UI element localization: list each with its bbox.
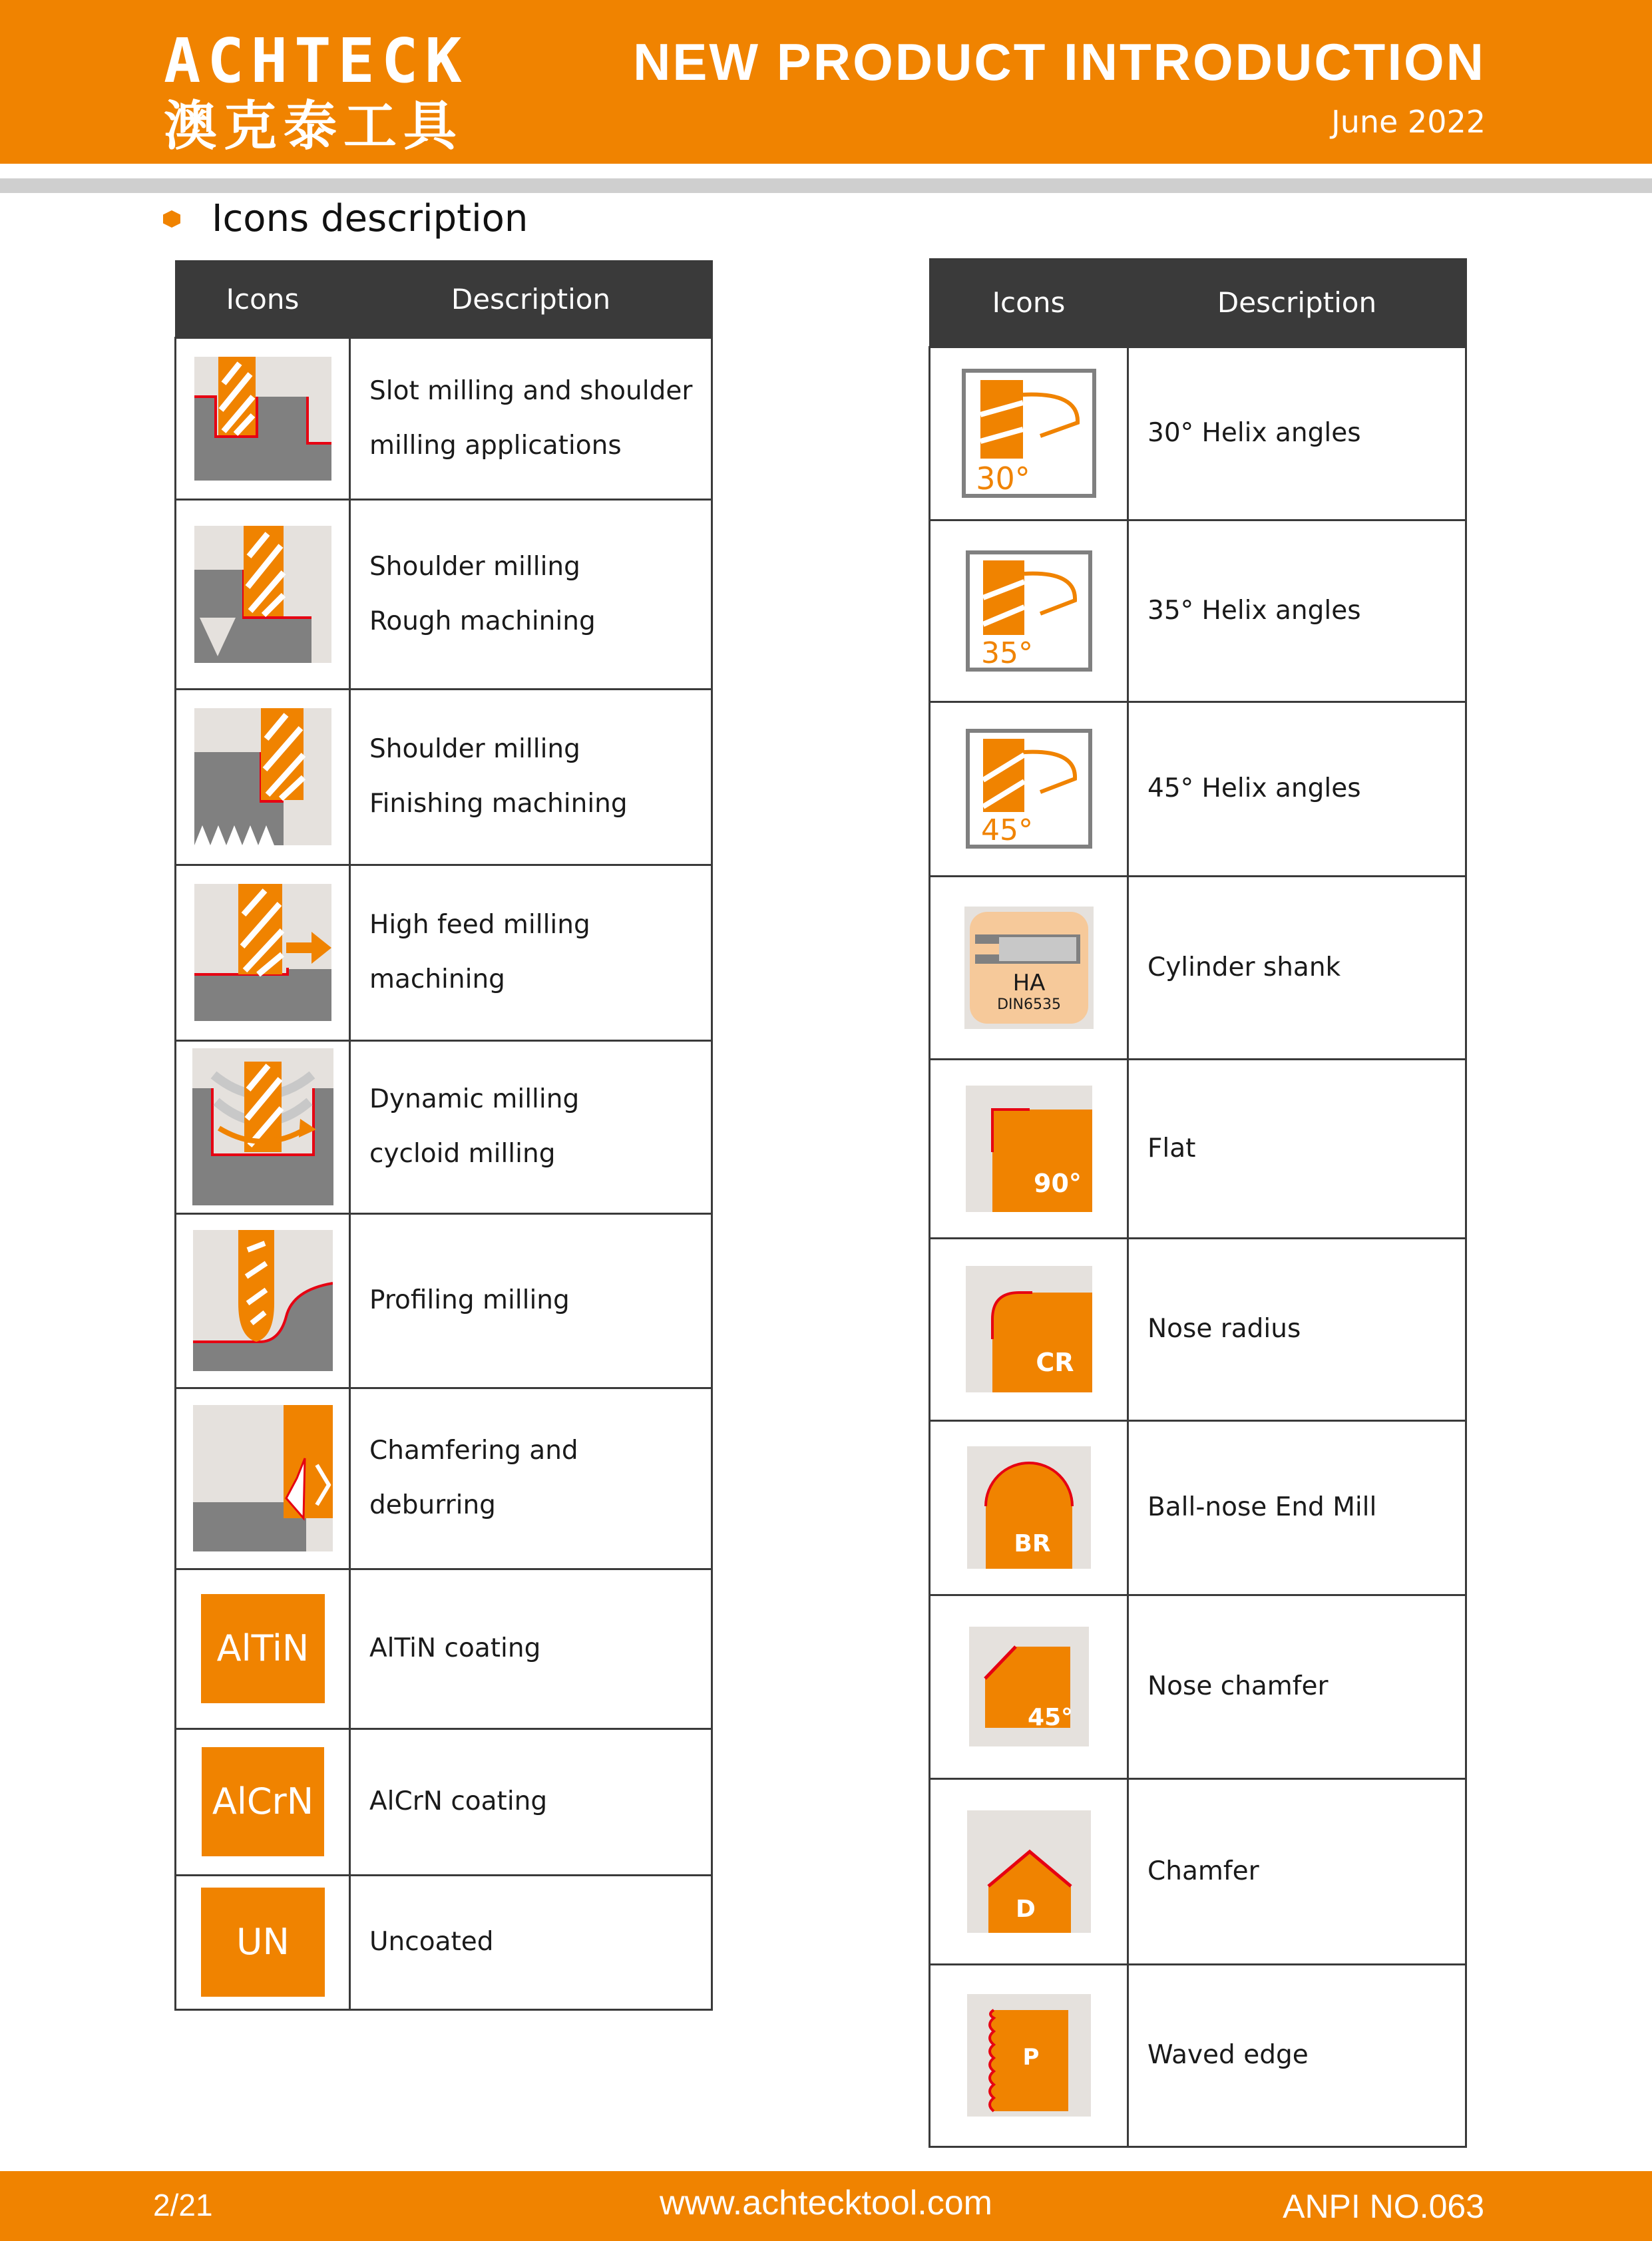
brand-name-cn: 澳克泰工具 (164, 95, 463, 157)
table-row (176, 337, 712, 499)
svg-text:BR: BR (1013, 1530, 1051, 1557)
description-text: cycloid milling (369, 1139, 556, 1169)
description-text: Chamfer (1128, 1778, 1466, 1964)
column-header-icons: Icons (930, 259, 1128, 347)
helix-30-icon (962, 368, 1096, 499)
website-link[interactable]: www.achtecktool.com (660, 2184, 992, 2222)
table-row (930, 1964, 1466, 2146)
icons-table-left (174, 260, 713, 2011)
shoulder-finish-icon (194, 708, 331, 845)
svg-text:UN: UN (236, 1921, 290, 1963)
icons-table-right (929, 258, 1467, 2148)
column-header-icons: Icons (176, 261, 350, 337)
header-divider (0, 178, 1652, 193)
table-row (176, 1213, 712, 1388)
nose-radius-icon (966, 1266, 1092, 1392)
table-row (176, 1040, 712, 1213)
svg-text:D: D (1015, 1895, 1036, 1923)
svg-text:45°: 45° (1027, 1704, 1073, 1731)
chamfering-icon (193, 1405, 333, 1551)
description-text: Waved edge (1128, 1964, 1466, 2146)
svg-text:P: P (1022, 2044, 1039, 2071)
table-row (930, 1778, 1466, 1964)
section-bullet-icon (163, 210, 180, 228)
table-row (176, 1388, 712, 1569)
dynamic-milling-icon (192, 1048, 333, 1205)
description-text: Shoulder milling (369, 734, 580, 764)
table-row (176, 1875, 712, 2009)
table-row (176, 499, 712, 689)
svg-text:30°: 30° (975, 461, 1030, 497)
svg-text:35°: 35° (980, 636, 1033, 670)
high-feed-icon (194, 884, 331, 1021)
ball-nose-icon (967, 1446, 1091, 1569)
description-text: AlTiN coating (369, 1633, 541, 1663)
description-text: Dynamic milling (369, 1084, 580, 1114)
description-text: Nose radius (1128, 1238, 1466, 1420)
footer-bar (0, 2171, 1652, 2241)
page-number: 2/21 (153, 2188, 213, 2222)
description-text: Chamfering and deburring (369, 1436, 578, 1520)
description-text: milling applications (369, 430, 622, 461)
description-text: Nose chamfer (1128, 1595, 1466, 1778)
svg-text:45°: 45° (980, 813, 1033, 847)
brand-logo (164, 25, 469, 157)
section-title: Icons description (212, 197, 528, 240)
shoulder-rough-icon (194, 526, 331, 663)
description-text: High feed milling machining (369, 910, 590, 994)
table-row (930, 1059, 1466, 1238)
description-text: Shoulder milling (369, 551, 580, 582)
description-text: Slot milling and shoulder (369, 375, 693, 406)
table-row (930, 1238, 1466, 1420)
table-row (930, 702, 1466, 876)
description-text: Profiling milling (369, 1285, 570, 1315)
svg-text:90°: 90° (1033, 1168, 1082, 1198)
description-text: Uncoated (369, 1927, 494, 1957)
table-row (930, 1595, 1466, 1778)
cylinder-shank-icon (964, 907, 1094, 1029)
helix-45-icon (966, 728, 1092, 849)
waved-edge-icon (967, 1994, 1091, 2117)
description-text: Ball-nose End Mill (1128, 1420, 1466, 1595)
description-text: Flat (1128, 1059, 1466, 1238)
brand-name-en: ACHTECK (164, 25, 469, 97)
altin-icon (201, 1594, 325, 1703)
flat-icon (966, 1086, 1092, 1212)
table-row (930, 347, 1466, 520)
description-text: AlCrN coating (369, 1786, 548, 1816)
table-row (930, 876, 1466, 1059)
description-text: 45° Helix angles (1128, 702, 1466, 876)
slot-shoulder-milling-icon (194, 357, 331, 481)
table-row (930, 520, 1466, 702)
table-row (176, 689, 712, 865)
description-text: 35° Helix angles (1128, 520, 1466, 702)
chamfer-icon (967, 1810, 1091, 1933)
table-row (176, 1729, 712, 1875)
nose-chamfer-icon (969, 1627, 1089, 1746)
helix-35-icon (966, 550, 1092, 672)
svg-text:AlTiN: AlTiN (216, 1627, 309, 1669)
header-bar (0, 0, 1652, 164)
document-date: June 2022 (1331, 104, 1486, 140)
profiling-icon (193, 1230, 333, 1371)
svg-text:DIN6535: DIN6535 (996, 996, 1061, 1013)
anpi-number: ANPI NO.063 (1283, 2188, 1484, 2225)
table-row (176, 865, 712, 1040)
description-text: Rough machining (369, 606, 596, 636)
table-row (176, 1569, 712, 1729)
description-text: Cylinder shank (1128, 876, 1466, 1059)
uncoated-icon (201, 1888, 325, 1997)
alcrn-icon (202, 1747, 324, 1856)
svg-text:AlCrN: AlCrN (212, 1780, 313, 1822)
document-title: NEW PRODUCT INTRODUCTION (633, 33, 1486, 91)
column-header-description: Description (1128, 259, 1466, 347)
svg-text:HA: HA (1012, 969, 1045, 996)
description-text: Finishing machining (369, 789, 628, 819)
svg-text:CR: CR (1035, 1348, 1074, 1377)
description-text: 30° Helix angles (1128, 347, 1466, 520)
column-header-description: Description (350, 261, 712, 337)
table-row (930, 1420, 1466, 1595)
